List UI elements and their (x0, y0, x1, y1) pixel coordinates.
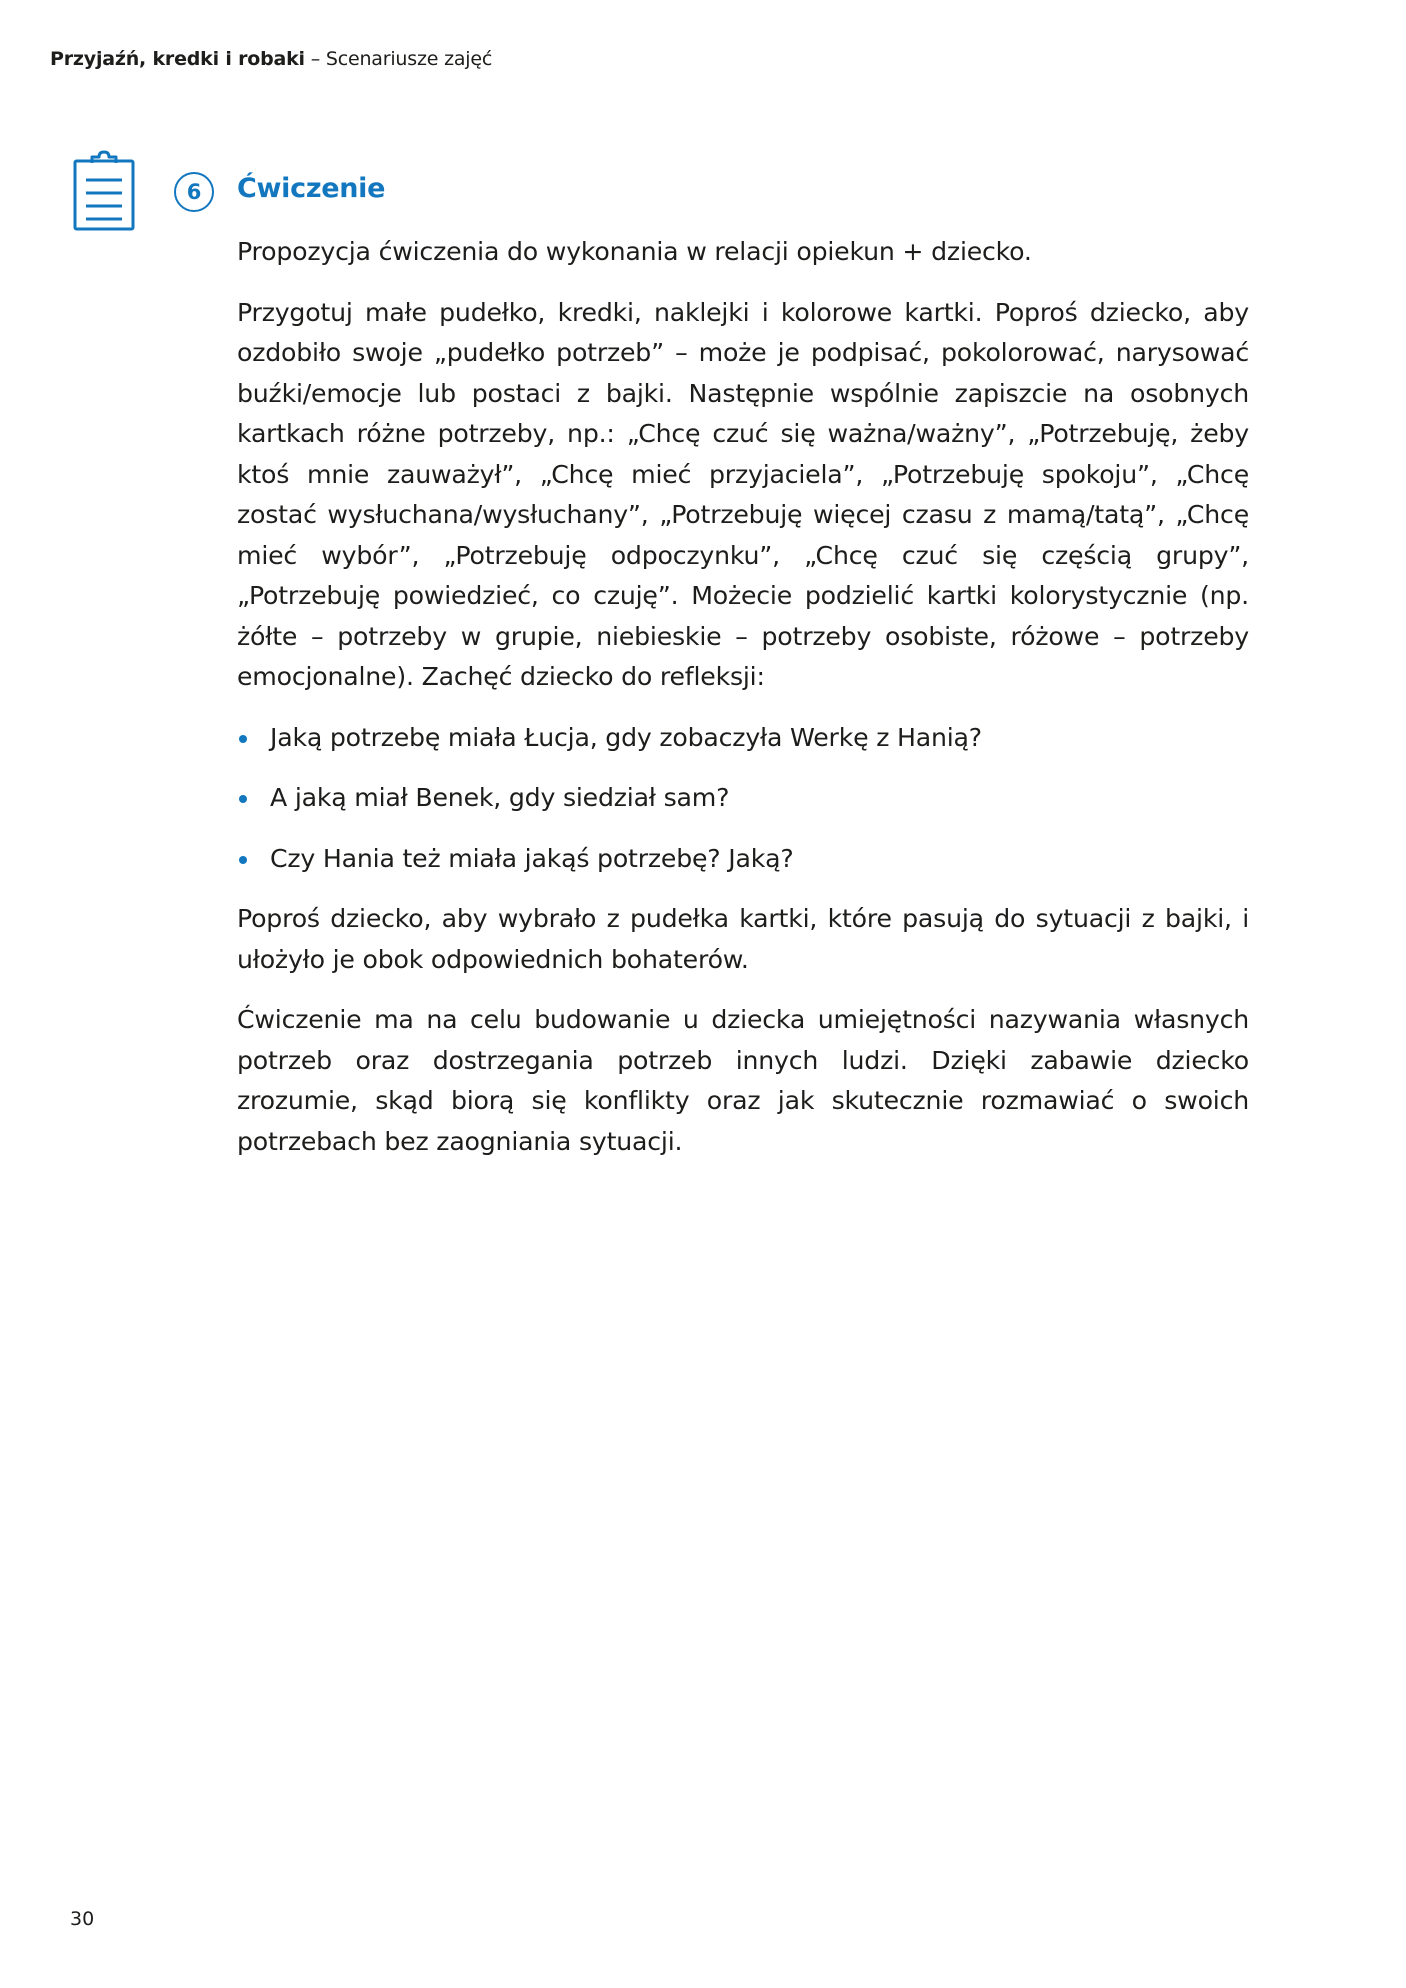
question-text: A jaką miał Benek, gdy siedział sam? (270, 783, 730, 812)
bullet-icon (239, 856, 247, 864)
page-number: 30 (70, 1908, 95, 1930)
exercise-content (237, 232, 1249, 1182)
follow-up-paragraph: Poproś dziecko, aby wybrało z pudełka kartki, które pasują do sytuacji z bajki, i ułożyło je obok odpowiednich bohaterów. (237, 904, 1249, 974)
bullet-icon (239, 735, 247, 743)
section-number-badge: 6 (174, 172, 214, 212)
bullet-icon (239, 795, 247, 803)
section-title: Ćwiczenie (237, 173, 386, 204)
running-header (50, 48, 492, 70)
question-text: Jaką potrzebę miała Łucja, gdy zobaczyła Werkę z Hanią? (270, 722, 982, 752)
question-text: Czy Hania też miała jakąś potrzebę? Jaką? (270, 843, 794, 873)
clipboard-icon (72, 150, 136, 232)
list-item (237, 718, 1249, 759)
list-item (237, 778, 1249, 819)
goal-paragraph: Ćwiczenie ma na celu budowanie u dziecka umiejętności nazywania własnych potrzeb oraz dostrzegania potrzeb innych ludzi. Dzięki zabawie dziecko zrozumie, skąd biorą się konflikty oraz jak skutecznie rozmawiać o swoich potrzebach bez zaogniania sytuacji. (237, 1005, 1249, 1156)
instructions-paragraph: Przygotuj małe pudełko, kredki, naklejki i kolorowe kartki. Poproś dziecko, aby ozdobiło swoje „pudełko potrzeb” – może je podpisać, pokolorować, narysować buźki/emocje lub postaci z bajki. Następnie wspólnie zapiszcie na osobnych kartkach różne potrzeby, np.: „Chcę czuć się ważna/ważny”, „Potrzebuję, żeby ktoś mnie zauważył”, „Chcę mieć przyjaciela”, „Potrzebuję spokoju”, „Chcę zostać wysłuchana/wysłuchany”, „Potrzebuję więcej czasu z mamą/tatą”, „Chcę mieć wybór”, „Potrzebuję odpoczynku”, „Chcę czuć się częścią grupy”, „Potrzebuję powiedzieć, co czuję”. Możecie podzielić kartki kolorystycznie (np. żółte – potrzeby w grupie, niebieskie – potrzeby osobiste, różowe – potrzeby emocjonalne). Zachęć dziecko do refleksji: (237, 297, 1249, 691)
document-title: Przyjaźń, kredki i robaki (50, 48, 305, 70)
list-item (237, 839, 1249, 880)
reflection-questions-list (237, 718, 1249, 880)
document-subtitle: – Scenariusze zajęć (304, 48, 493, 70)
intro-paragraph: Propozycja ćwiczenia do wykonania w relacji opiekun + dziecko. (237, 237, 1032, 266)
